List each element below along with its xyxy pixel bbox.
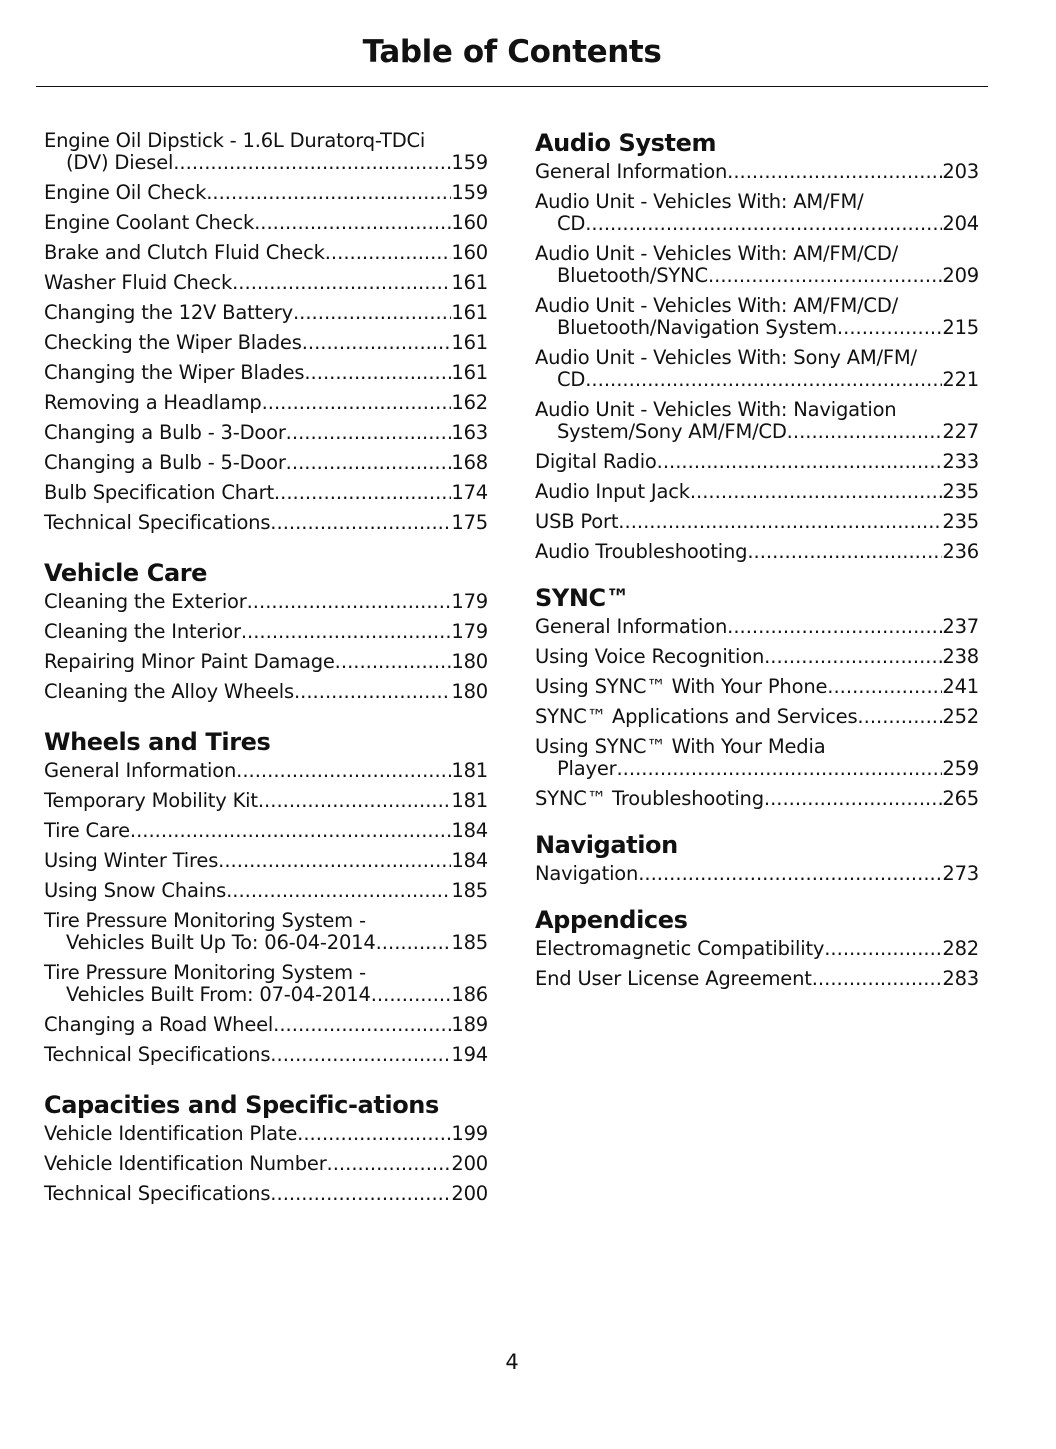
toc-entry-page-number: 179 — [451, 620, 488, 643]
toc-entry-page-number: 252 — [942, 705, 979, 728]
toc-entry-title: Tire Pressure Monitoring System - — [44, 909, 366, 932]
toc-entry[interactable] — [44, 880, 488, 902]
toc-entry-page-number: 235 — [942, 510, 979, 533]
toc-entry[interactable] — [535, 736, 979, 780]
dot-leader — [657, 451, 943, 473]
dot-leader — [824, 938, 942, 960]
toc-entry-title: Repairing Minor Paint Damage — [44, 650, 335, 673]
toc-entry[interactable] — [44, 962, 488, 1006]
toc-section-audio-system — [535, 130, 979, 563]
toc-entry-title: Changing the Wiper Blades — [44, 361, 305, 384]
toc-entry-page-number: 194 — [451, 1043, 488, 1066]
toc-entry-page-number: 235 — [942, 480, 979, 503]
dot-leader — [708, 265, 942, 287]
toc-entry[interactable] — [44, 272, 488, 294]
dot-leader — [764, 646, 942, 668]
dot-leader — [241, 621, 452, 643]
toc-entry[interactable] — [535, 863, 979, 885]
dot-leader — [857, 706, 942, 728]
dot-leader — [837, 317, 942, 339]
toc-right-column — [535, 130, 979, 998]
toc-entry-title-continued: (DV) Diesel — [66, 151, 174, 174]
toc-entry-title: Audio Unit - Vehicles With: AM/FM/CD/ — [535, 294, 899, 317]
toc-entry-title: Engine Coolant Check — [44, 211, 255, 234]
toc-entry[interactable] — [44, 760, 488, 782]
toc-entry-page-number: 161 — [451, 361, 488, 384]
toc-entry-page-number: 179 — [451, 590, 488, 613]
toc-entry-page-number: 174 — [451, 481, 488, 504]
toc-entry-list — [535, 938, 979, 990]
toc-entry-page-number: 163 — [451, 421, 488, 444]
toc-entry-title: Vehicle Identification Number — [44, 1152, 327, 1175]
toc-entry[interactable] — [44, 1153, 488, 1175]
toc-entry-page-number: 161 — [451, 301, 488, 324]
toc-entry[interactable] — [535, 646, 979, 668]
section-heading: Wheels and Tires — [44, 728, 271, 756]
dot-leader — [254, 212, 451, 234]
toc-entry[interactable] — [44, 130, 488, 174]
dot-leader — [376, 932, 452, 954]
section-heading: Audio System — [535, 129, 717, 157]
toc-entry-page-number: 199 — [451, 1122, 488, 1145]
toc-entry-list — [535, 863, 979, 885]
dot-leader — [764, 788, 942, 810]
dot-leader — [270, 512, 451, 534]
dot-leader — [787, 421, 943, 443]
toc-entry[interactable] — [44, 212, 488, 234]
toc-entry-title: Changing a Road Wheel — [44, 1013, 274, 1036]
toc-entry[interactable] — [535, 706, 979, 728]
toc-entry-page-number: 185 — [451, 879, 488, 902]
toc-entry-title: Removing a Headlamp — [44, 391, 262, 414]
dot-leader — [585, 369, 942, 391]
toc-entry[interactable] — [535, 481, 979, 503]
toc-entry-title: Audio Unit - Vehicles With: AM/FM/CD/ — [535, 242, 899, 265]
toc-entry-page-number: 181 — [451, 759, 488, 782]
toc-entry-page-number: 185 — [451, 931, 488, 954]
toc-entry[interactable] — [44, 1014, 488, 1036]
section-heading: Vehicle Care — [44, 559, 208, 587]
dot-leader — [335, 651, 452, 673]
toc-entry-title: Audio Unit - Vehicles With: Navigation — [535, 398, 897, 421]
toc-entry-page-number: 282 — [942, 937, 979, 960]
toc-entry-page-number: 161 — [451, 331, 488, 354]
toc-entry-title: General Information — [535, 160, 728, 183]
dot-leader — [827, 676, 942, 698]
toc-entry-list — [535, 161, 979, 563]
toc-entry-title: Engine Oil Check — [44, 181, 207, 204]
toc-entry-title: Using Snow Chains — [44, 879, 227, 902]
toc-entry-title: SYNC™ Applications and Services — [535, 705, 858, 728]
toc-section-navigation — [535, 832, 979, 885]
toc-entry-title-continued: Player — [557, 757, 617, 780]
toc-entry-title: Navigation — [535, 862, 639, 885]
toc-entry-title: Technical Specifications — [44, 511, 271, 534]
dot-leader — [585, 213, 942, 235]
page-title: Table of Contents — [362, 34, 662, 70]
toc-entry[interactable] — [44, 790, 488, 812]
toc-entry[interactable] — [44, 850, 488, 872]
dot-leader — [232, 272, 451, 294]
section-heading: Appendices — [535, 906, 688, 934]
toc-entry-list — [44, 130, 488, 534]
toc-entry-list — [44, 1123, 488, 1205]
toc-entry[interactable] — [44, 302, 488, 324]
dot-leader — [727, 616, 942, 638]
toc-entry-page-number: 200 — [451, 1182, 488, 1205]
toc-entry-title-continued: CD — [557, 212, 586, 235]
toc-entry[interactable] — [535, 788, 979, 810]
toc-entry-title: Bulb Specification Chart — [44, 481, 274, 504]
toc-entry-title-continued: Bluetooth/Navigation System — [557, 316, 837, 339]
toc-entry-page-number: 168 — [451, 451, 488, 474]
dot-leader — [270, 1183, 451, 1205]
toc-entry-title: Technical Specifications — [44, 1182, 271, 1205]
toc-entry-page-number: 181 — [451, 789, 488, 812]
toc-entry-title: Tire Care — [44, 819, 130, 842]
dot-leader — [274, 482, 451, 504]
toc-entry-page-number: 265 — [942, 787, 979, 810]
toc-entry-page-number: 161 — [451, 271, 488, 294]
toc-entry-page-number: 159 — [451, 151, 488, 174]
toc-entry[interactable] — [44, 422, 488, 444]
toc-entry-page-number: 273 — [942, 862, 979, 885]
toc-entry-page-number: 189 — [451, 1013, 488, 1036]
dot-leader — [258, 790, 452, 812]
toc-entry-page-number: 233 — [942, 450, 979, 473]
toc-entry-title: Checking the Wiper Blades — [44, 331, 302, 354]
toc-entry-page-number: 215 — [942, 316, 979, 339]
toc-entry-title: Changing a Bulb - 3-Door — [44, 421, 286, 444]
toc-entry[interactable] — [44, 621, 488, 643]
toc-entry[interactable] — [535, 511, 979, 533]
toc-entry-title: SYNC™ Troubleshooting — [535, 787, 764, 810]
toc-entry[interactable] — [44, 242, 488, 264]
toc-entry[interactable] — [44, 1123, 488, 1145]
toc-entry-title: Temporary Mobility Kit — [44, 789, 258, 812]
toc-entry-page-number: 241 — [942, 675, 979, 698]
toc-entry[interactable] — [535, 938, 979, 960]
toc-entry[interactable] — [44, 591, 488, 613]
toc-entry-title: Changing the 12V Battery — [44, 301, 293, 324]
toc-entry-title: Audio Unit - Vehicles With: AM/FM/ — [535, 190, 864, 213]
toc-entry-page-number: 162 — [451, 391, 488, 414]
toc-entry-page-number: 160 — [451, 211, 488, 234]
dot-leader — [247, 591, 452, 613]
toc-entry-list — [44, 760, 488, 1066]
toc-entry-title: Audio Input Jack — [535, 480, 690, 503]
toc-entry[interactable] — [44, 332, 488, 354]
dot-leader — [727, 161, 942, 183]
dot-leader — [747, 541, 942, 563]
toc-entry[interactable] — [44, 362, 488, 384]
toc-entry[interactable] — [535, 676, 979, 698]
dot-leader — [226, 880, 451, 902]
toc-section-vehicle-care — [44, 560, 488, 703]
dot-leader — [173, 152, 451, 174]
toc-entry-title: Digital Radio — [535, 450, 657, 473]
toc-entry-title: Changing a Bulb - 5-Door — [44, 451, 286, 474]
toc-entry-page-number: 175 — [451, 511, 488, 534]
dot-leader — [690, 481, 943, 503]
toc-entry[interactable] — [44, 681, 488, 703]
toc-entry-title: General Information — [535, 615, 728, 638]
toc-entry-title: Using SYNC™ With Your Media — [535, 735, 826, 758]
toc-entry-title-continued: Bluetooth/SYNC — [557, 264, 708, 287]
toc-entry[interactable] — [535, 161, 979, 183]
dot-leader — [302, 332, 452, 354]
toc-entry-page-number: 203 — [942, 160, 979, 183]
toc-entry-page-number: 259 — [942, 757, 979, 780]
toc-section-capacities-and-specific-ations — [44, 1092, 488, 1205]
dot-leader — [206, 182, 451, 204]
toc-entry-page-number: 180 — [451, 650, 488, 673]
toc-entry-title: General Information — [44, 759, 237, 782]
toc-entry[interactable] — [535, 616, 979, 638]
dot-leader — [327, 1153, 452, 1175]
toc-entry[interactable] — [535, 295, 979, 339]
toc-entry-page-number: 236 — [942, 540, 979, 563]
toc-entry-title: Audio Troubleshooting — [535, 540, 748, 563]
dot-leader — [297, 1123, 451, 1145]
dot-leader — [304, 362, 451, 384]
dot-leader — [638, 863, 942, 885]
toc-entry-title: Cleaning the Interior — [44, 620, 241, 643]
toc-entry-title: Cleaning the Alloy Wheels — [44, 680, 294, 703]
toc-entry-title-continued: CD — [557, 368, 586, 391]
dot-leader — [286, 452, 452, 474]
toc-section-wheels-and-tires — [44, 729, 488, 1066]
dot-leader — [286, 422, 452, 444]
toc-entry-title: Audio Unit - Vehicles With: Sony AM/FM/ — [535, 346, 917, 369]
dot-leader — [618, 511, 942, 533]
toc-entry-title: Using Voice Recognition — [535, 645, 765, 668]
toc-entry-title: Engine Oil Dipstick - 1.6L Duratorq-TDCi — [44, 129, 426, 152]
dot-leader — [616, 758, 942, 780]
dot-leader — [325, 242, 452, 264]
toc-entry-page-number: 209 — [942, 264, 979, 287]
toc-entry[interactable] — [44, 1044, 488, 1066]
toc-entry[interactable] — [44, 651, 488, 673]
dot-leader — [236, 760, 451, 782]
toc-entry-title: Using SYNC™ With Your Phone — [535, 675, 828, 698]
toc-entry-page-number: 159 — [451, 181, 488, 204]
toc-entry-title: End User License Agreement — [535, 967, 812, 990]
toc-entry-title: Technical Specifications — [44, 1043, 271, 1066]
toc-entry-title: Cleaning the Exterior — [44, 590, 247, 613]
toc-entry[interactable] — [535, 968, 979, 990]
dot-leader — [371, 984, 452, 1006]
toc-entry[interactable] — [535, 451, 979, 473]
section-heading: Capacities and Specific-ations — [44, 1091, 439, 1119]
section-heading: Navigation — [535, 831, 678, 859]
dot-leader — [812, 968, 943, 990]
toc-entry[interactable] — [535, 399, 979, 443]
toc-entry[interactable] — [44, 392, 488, 414]
toc-section-sync — [535, 585, 979, 810]
section-heading: SYNC™ — [535, 584, 630, 612]
toc-entry[interactable] — [44, 1183, 488, 1205]
dot-leader — [293, 302, 451, 324]
dot-leader — [262, 392, 452, 414]
toc-entry-title: Vehicle Identification Plate — [44, 1122, 298, 1145]
toc-entry-title: USB Port — [535, 510, 619, 533]
dot-leader — [130, 820, 452, 842]
toc-entry[interactable] — [44, 910, 488, 954]
toc-entry-title: Electromagnetic Compatibility — [535, 937, 825, 960]
toc-entry-page-number: 160 — [451, 241, 488, 264]
toc-entry-title: Tire Pressure Monitoring System - — [44, 961, 366, 984]
toc-entry-page-number: 184 — [451, 819, 488, 842]
dot-leader — [218, 850, 451, 872]
toc-left-column — [44, 130, 488, 1213]
toc-entry[interactable] — [535, 347, 979, 391]
toc-entry[interactable] — [535, 541, 979, 563]
dot-leader — [270, 1044, 451, 1066]
toc-entry-page-number: 186 — [451, 983, 488, 1006]
toc-section-appendices — [535, 907, 979, 990]
toc-entry-title-continued: Vehicles Built Up To: 06-04-2014 — [66, 931, 376, 954]
toc-entry[interactable] — [44, 452, 488, 474]
toc-section-continued — [44, 130, 488, 534]
toc-entry-page-number: 200 — [451, 1152, 488, 1175]
toc-entry-page-number: 204 — [942, 212, 979, 235]
toc-entry[interactable] — [535, 191, 979, 235]
toc-entry-title-continued: Vehicles Built From: 07-04-2014 — [66, 983, 371, 1006]
toc-entry-title: Brake and Clutch Fluid Check — [44, 241, 325, 264]
dot-leader — [273, 1014, 451, 1036]
toc-entry[interactable] — [44, 820, 488, 842]
toc-entry-page-number: 221 — [942, 368, 979, 391]
dot-leader — [294, 681, 451, 703]
page-number: 4 — [505, 1350, 519, 1374]
title-divider — [36, 86, 988, 87]
toc-entry[interactable] — [44, 182, 488, 204]
toc-entry-title-continued: System/Sony AM/FM/CD — [557, 420, 787, 443]
toc-entry-page-number: 283 — [942, 967, 979, 990]
toc-entry[interactable] — [535, 243, 979, 287]
toc-entry-title: Using Winter Tires — [44, 849, 219, 872]
toc-entry[interactable] — [44, 512, 488, 534]
toc-entry-page-number: 184 — [451, 849, 488, 872]
toc-entry-title: Washer Fluid Check — [44, 271, 233, 294]
toc-entry[interactable] — [44, 482, 488, 504]
toc-entry-page-number: 238 — [942, 645, 979, 668]
toc-entry-page-number: 180 — [451, 680, 488, 703]
toc-entry-list — [535, 616, 979, 810]
toc-entry-list — [44, 591, 488, 703]
toc-entry-page-number: 227 — [942, 420, 979, 443]
toc-entry-page-number: 237 — [942, 615, 979, 638]
